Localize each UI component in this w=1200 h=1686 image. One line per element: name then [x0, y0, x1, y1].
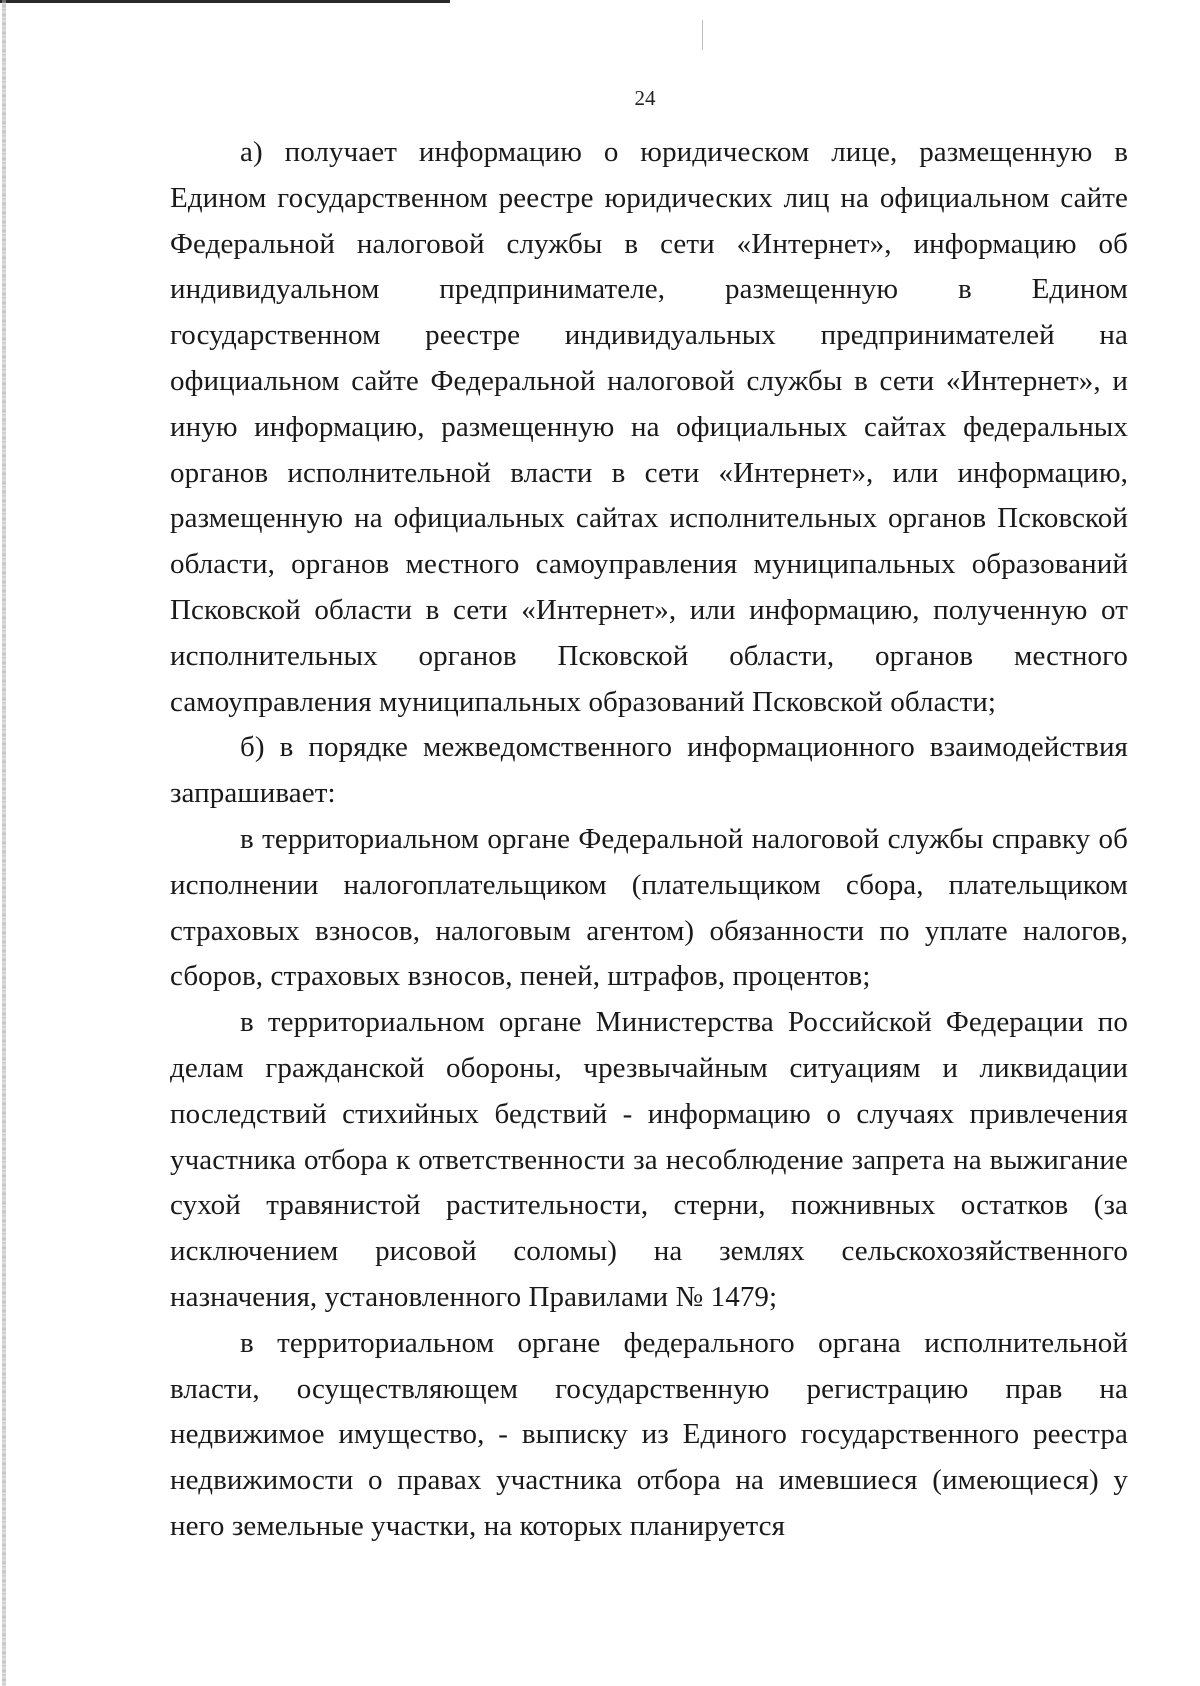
paragraph-b-interagency-request: б) в порядке межведомственного информационного взаимодействия запрашивает: [170, 731, 1128, 810]
paragraph-a-internet-info: а) получает информацию о юридическом лице, размещенную в Едином государственном реестре юридических лиц на официальном сайте Федеральной налоговой службы в сети «Интернет», информацию об индивидуальном предпринимателе, размещенную в Едином государственном реестре индивидуальных предпринимателей на официальном сайте Федеральной налоговой службы в сети «Интернет», и иную информацию, размещенную на официальных сайтах федеральных органов исполнительной власти в сети «Интернет», или информацию, размещенную на официальных сайтах исполнительных органов Псковской области, органов местного самоуправления муниципальных образований Псковской области в сети «Интернет», или информацию, полученную от исполнительных органов Псковской области, органов местного самоуправления муниципальных образований Псковской области; [170, 136, 1128, 718]
scan-fold-mark [702, 20, 703, 50]
scan-border-top [0, 0, 450, 3]
paragraph-tax-service-certificate: в территориальном органе Федеральной налоговой службы справку об исполнении налогоплательщиком (плательщиком сбора, плательщиком страховых взносов, налоговым агентом) обязанности по уплате налогов, сборов, страховых взносов, пеней, штрафов, процентов; [170, 822, 1128, 993]
paragraph-real-estate-registry-extract: в территориальном органе федерального органа исполнительной власти, осуществляющем государственную регистрацию прав на недвижимое имущество, - выписку из Единого государственного реестра недвижимости о правах участника отбора на имевшиеся (имеющиеся) у него земельные участки, на которых планируется [170, 1326, 1128, 1542]
page-number: 24 [634, 86, 656, 110]
paragraph-emergency-ministry-info: в территориальном органе Министерства Российской Федерации по делам гражданской обороны, чрезвычайным ситуациям и ликвидации последствий стихийных бедствий - информацию о случаях привлечения участника отбора к ответственности за несоблюдение запрета на выжигание сухой травянистой растительности, стерни, пожнивных остатков (за исключением рисовой соломы) на землях сельскохозяйственного назначения, установленного Правилами № 1479; [170, 1006, 1128, 1313]
document-body [170, 130, 1128, 1550]
scan-border-left [2, 0, 6, 1686]
